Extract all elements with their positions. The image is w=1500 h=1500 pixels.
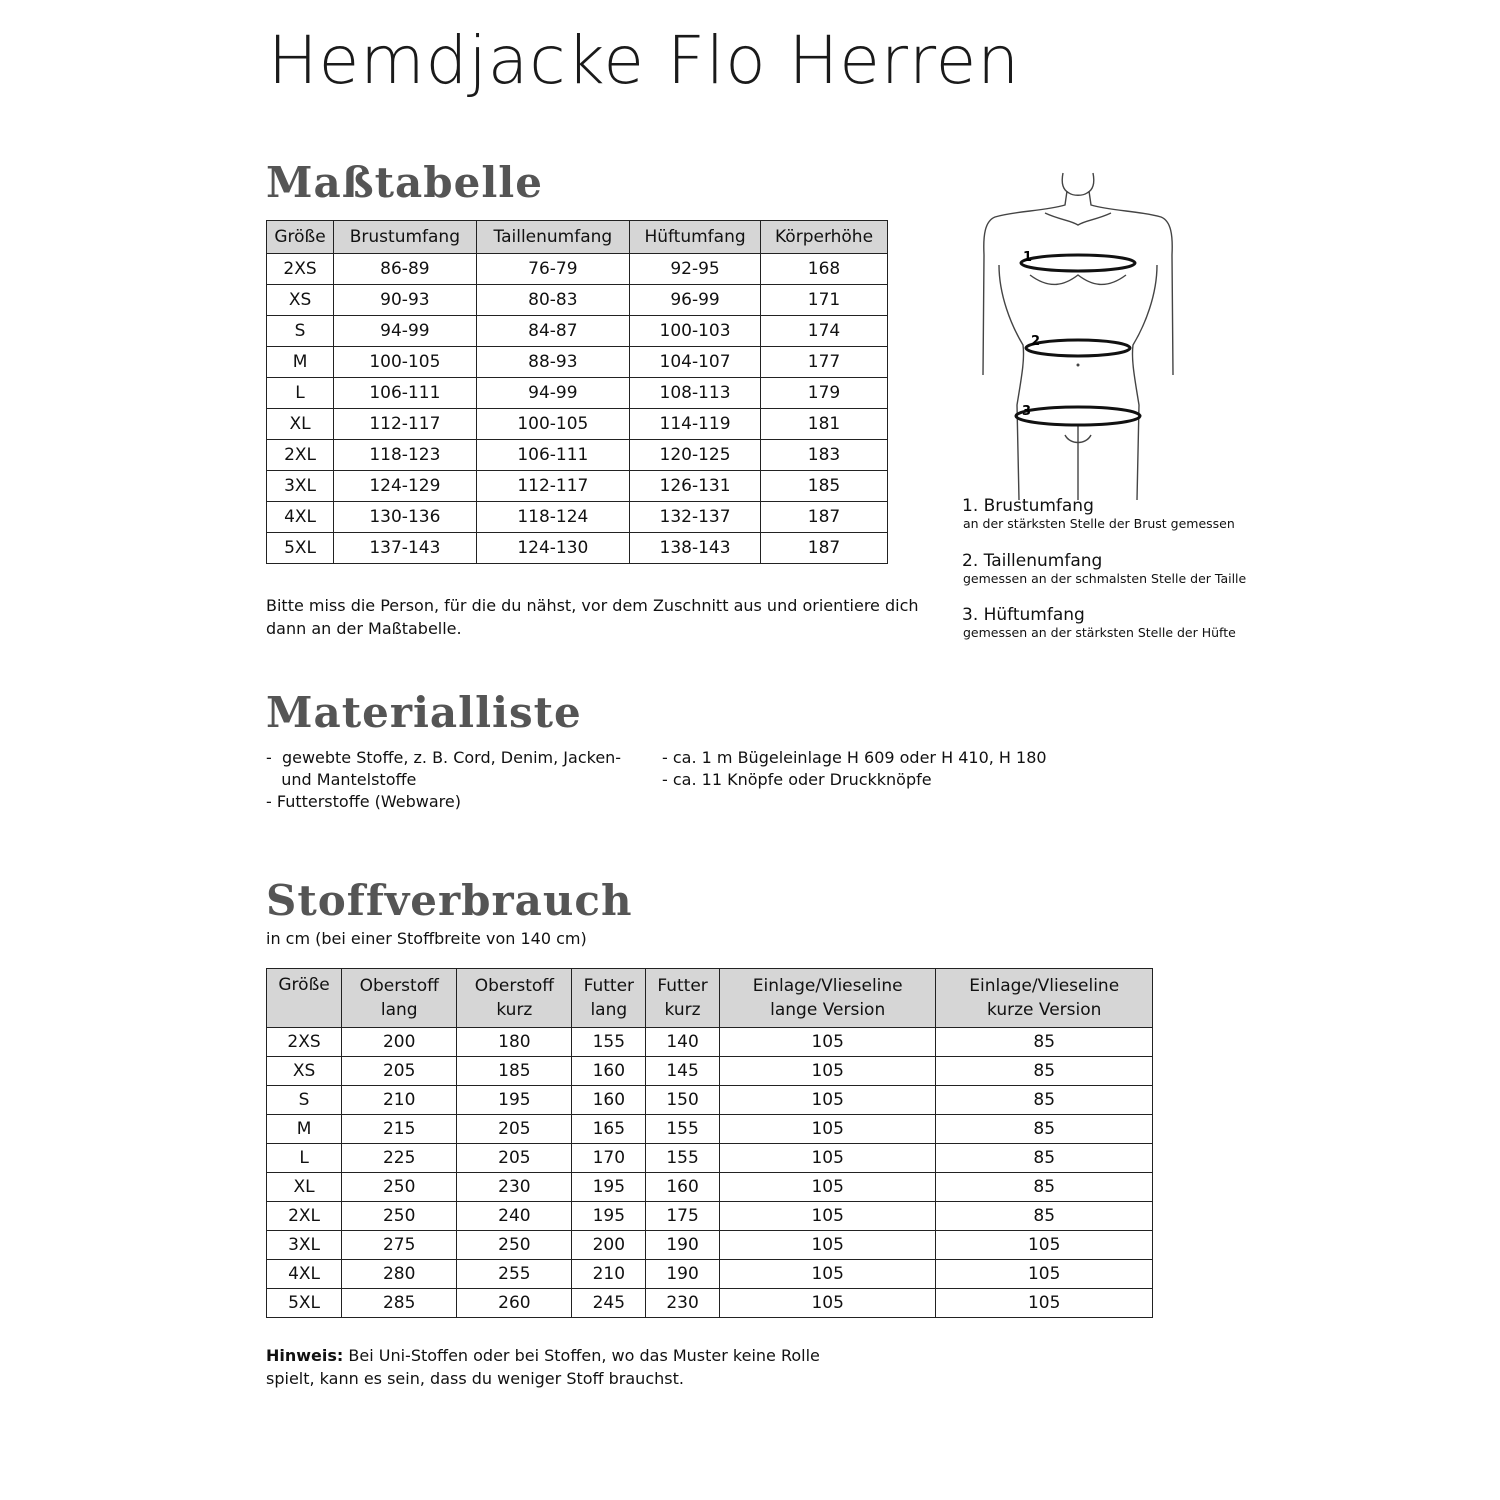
table-cell: 105: [719, 1144, 936, 1173]
legend-item-1: [962, 496, 1235, 531]
legend-item-3: [962, 605, 1236, 640]
table-cell: 160: [572, 1086, 646, 1115]
table-cell: 105: [719, 1115, 936, 1144]
table-cell: 84-87: [476, 316, 629, 347]
table-row: [267, 1231, 1153, 1260]
fabric-table-header-cell: [719, 969, 936, 1028]
figure-label-2: 2: [1031, 334, 1041, 349]
table-cell: 145: [646, 1057, 720, 1086]
table-cell: 100-105: [476, 409, 629, 440]
table-cell: 85: [936, 1086, 1153, 1115]
fabric-table-header-cell: [936, 969, 1153, 1028]
table-cell: 106-111: [476, 440, 629, 471]
table-cell: S: [267, 316, 334, 347]
fabric-table-header-cell: [267, 969, 342, 1028]
table-cell: 285: [342, 1289, 457, 1318]
table-cell: M: [267, 1115, 342, 1144]
legend-desc: an der stärksten Stelle der Brust gemessen: [963, 516, 1235, 531]
size-table: [266, 220, 888, 564]
material-item: - gewebte Stoffe, z. B. Cord, Denim, Jacken-: [266, 748, 622, 767]
table-cell: 85: [936, 1173, 1153, 1202]
legend-desc: gemessen an der schmalsten Stelle der Taille: [963, 571, 1247, 586]
size-table-heading: Maßtabelle: [266, 158, 543, 207]
table-cell: 105: [719, 1231, 936, 1260]
material-list-left: [266, 747, 621, 813]
body-outline: [983, 173, 1173, 500]
table-cell: L: [267, 378, 334, 409]
size-table-header-cell: Hüftumfang: [630, 221, 761, 254]
table-cell: 5XL: [267, 1289, 342, 1318]
table-cell: 124-129: [334, 471, 477, 502]
table-cell: 2XL: [267, 1202, 342, 1231]
table-cell: 126-131: [630, 471, 761, 502]
table-cell: 90-93: [334, 285, 477, 316]
table-cell: 3XL: [267, 471, 334, 502]
table-cell: 118-123: [334, 440, 477, 471]
table-row: [267, 1086, 1153, 1115]
table-cell: 230: [646, 1289, 720, 1318]
size-table-header-cell: Brustumfang: [334, 221, 477, 254]
table-cell: 160: [646, 1173, 720, 1202]
table-cell: 250: [342, 1202, 457, 1231]
fabric-table: [266, 968, 1153, 1318]
table-cell: 105: [719, 1202, 936, 1231]
table-row: [267, 1173, 1153, 1202]
fabric-table-header-cell: [572, 969, 646, 1028]
table-cell: 105: [936, 1289, 1153, 1318]
table-cell: 215: [342, 1115, 457, 1144]
legend-title: 1. Brustumfang: [962, 496, 1094, 516]
table-cell: 76-79: [476, 254, 629, 285]
table-cell: 180: [457, 1028, 572, 1057]
header-line-2: kurz: [496, 1000, 533, 1020]
table-row: [267, 471, 888, 502]
table-cell: 105: [719, 1028, 936, 1057]
size-note-line-1: Bitte miss die Person, für die du nähst, vor dem Zuschnitt aus und orientiere dich: [266, 596, 919, 615]
table-cell: 86-89: [334, 254, 477, 285]
legend-item-2: [962, 551, 1246, 586]
header-line-2: lang: [380, 1000, 418, 1020]
material-item: - ca. 1 m Bügeleinlage H 609 oder H 410, H 180: [662, 748, 1047, 767]
table-cell: 174: [761, 316, 888, 347]
table-cell: 124-130: [476, 533, 629, 564]
table-cell: 168: [761, 254, 888, 285]
table-cell: 100-103: [630, 316, 761, 347]
table-cell: 94-99: [334, 316, 477, 347]
table-cell: 112-117: [476, 471, 629, 502]
size-table-header-cell: Taillenumfang: [476, 221, 629, 254]
table-cell: 185: [457, 1057, 572, 1086]
hint-line-2: spielt, kann es sein, dass du weniger Stoff brauchst.: [266, 1369, 684, 1388]
table-cell: 104-107: [630, 347, 761, 378]
table-cell: 210: [342, 1086, 457, 1115]
size-table-header-cell: Körperhöhe: [761, 221, 888, 254]
page-title: Hemdjacke Flo Herren: [268, 22, 1021, 99]
hip-measure-line: [1016, 407, 1140, 425]
header-line-1: Futter: [583, 976, 635, 996]
table-row: [267, 1115, 1153, 1144]
table-cell: 118-124: [476, 502, 629, 533]
table-cell: M: [267, 347, 334, 378]
table-row: [267, 378, 888, 409]
table-cell: 155: [572, 1028, 646, 1057]
table-cell: 195: [457, 1086, 572, 1115]
table-cell: 106-111: [334, 378, 477, 409]
fabric-table-header-cell: [646, 969, 720, 1028]
table-cell: 4XL: [267, 1260, 342, 1289]
table-cell: 230: [457, 1173, 572, 1202]
table-cell: 85: [936, 1057, 1153, 1086]
table-cell: 179: [761, 378, 888, 409]
table-cell: 105: [936, 1231, 1153, 1260]
table-cell: 85: [936, 1202, 1153, 1231]
header-line-1: Einlage/Vlieseline: [752, 976, 903, 996]
table-cell: 3XL: [267, 1231, 342, 1260]
table-cell: 195: [572, 1202, 646, 1231]
material-item: - Futterstoffe (Webware): [266, 792, 461, 811]
table-cell: 92-95: [630, 254, 761, 285]
table-cell: 181: [761, 409, 888, 440]
table-cell: 2XS: [267, 1028, 342, 1057]
table-cell: 105: [719, 1086, 936, 1115]
hint-label: Hinweis:: [266, 1346, 344, 1365]
table-cell: 187: [761, 502, 888, 533]
table-cell: 105: [719, 1057, 936, 1086]
table-row: [267, 1289, 1153, 1318]
table-cell: 185: [761, 471, 888, 502]
chest-measure-line: [1021, 255, 1135, 271]
table-cell: 280: [342, 1260, 457, 1289]
waist-measure-line: [1026, 340, 1130, 356]
table-cell: 255: [457, 1260, 572, 1289]
table-cell: 105: [719, 1260, 936, 1289]
table-cell: 132-137: [630, 502, 761, 533]
table-row: [267, 502, 888, 533]
table-cell: 200: [342, 1028, 457, 1057]
figure-label-3: 3: [1022, 404, 1032, 419]
table-cell: XS: [267, 285, 334, 316]
figure-label-1: 1: [1023, 250, 1033, 265]
table-cell: 240: [457, 1202, 572, 1231]
table-cell: 120-125: [630, 440, 761, 471]
size-table-note: [266, 594, 919, 640]
table-row: [267, 440, 888, 471]
legend-desc: gemessen an der stärksten Stelle der Hüfte: [963, 625, 1236, 640]
table-row: [267, 254, 888, 285]
table-cell: 130-136: [334, 502, 477, 533]
table-cell: 183: [761, 440, 888, 471]
fabric-table-header-cell: [457, 969, 572, 1028]
material-heading: Materialliste: [266, 688, 582, 737]
header-line-1: Einlage/Vlieseline: [969, 976, 1120, 996]
header-line-2: lang: [590, 1000, 628, 1020]
table-cell: 2XS: [267, 254, 334, 285]
table-cell: 5XL: [267, 533, 334, 564]
table-cell: S: [267, 1086, 342, 1115]
table-cell: 80-83: [476, 285, 629, 316]
header-line-2: kurz: [664, 1000, 701, 1020]
table-cell: L: [267, 1144, 342, 1173]
table-row: [267, 409, 888, 440]
header-line-1: Größe: [278, 975, 330, 995]
table-cell: 250: [457, 1231, 572, 1260]
table-cell: 2XL: [267, 440, 334, 471]
fabric-heading: Stoffverbrauch: [266, 876, 633, 925]
table-cell: 138-143: [630, 533, 761, 564]
material-item: und Mantelstoffe: [266, 770, 417, 789]
table-row: [267, 1144, 1153, 1173]
table-row: [267, 347, 888, 378]
hint-line-1: Bei Uni-Stoffen oder bei Stoffen, wo das Muster keine Rolle: [343, 1346, 820, 1365]
table-cell: 190: [646, 1260, 720, 1289]
table-cell: 210: [572, 1260, 646, 1289]
table-cell: 112-117: [334, 409, 477, 440]
header-line-1: Oberstoff: [359, 976, 439, 996]
header-line-2: kurze Version: [987, 1000, 1102, 1020]
table-row: [267, 533, 888, 564]
table-row: [267, 1202, 1153, 1231]
header-line-1: Oberstoff: [474, 976, 554, 996]
table-cell: 225: [342, 1144, 457, 1173]
header-line-1: Futter: [657, 976, 708, 996]
table-cell: 171: [761, 285, 888, 316]
legend-title: 2. Taillenumfang: [962, 551, 1103, 571]
material-list-right: [662, 747, 1047, 791]
size-note-line-2: dann an der Maßtabelle.: [266, 619, 462, 638]
fabric-table-header-row: [267, 969, 1153, 1028]
table-cell: XL: [267, 409, 334, 440]
table-cell: 195: [572, 1173, 646, 1202]
table-row: [267, 1028, 1153, 1057]
table-cell: 140: [646, 1028, 720, 1057]
table-cell: 108-113: [630, 378, 761, 409]
table-cell: XS: [267, 1057, 342, 1086]
table-cell: 4XL: [267, 502, 334, 533]
table-cell: 205: [457, 1144, 572, 1173]
table-row: [267, 285, 888, 316]
legend-title: 3. Hüftumfang: [962, 605, 1085, 625]
table-cell: 175: [646, 1202, 720, 1231]
size-table-header-cell: Größe: [267, 221, 334, 254]
table-cell: 100-105: [334, 347, 477, 378]
table-cell: 275: [342, 1231, 457, 1260]
table-cell: 160: [572, 1057, 646, 1086]
fabric-table-header-cell: [342, 969, 457, 1028]
table-row: [267, 316, 888, 347]
fabric-subheading: in cm (bei einer Stoffbreite von 140 cm): [266, 929, 587, 948]
size-table-header-row: [267, 221, 888, 254]
table-cell: 88-93: [476, 347, 629, 378]
body-measurement-figure: [975, 165, 1180, 500]
table-cell: 177: [761, 347, 888, 378]
table-cell: 200: [572, 1231, 646, 1260]
table-cell: XL: [267, 1173, 342, 1202]
table-cell: 187: [761, 533, 888, 564]
table-cell: 190: [646, 1231, 720, 1260]
table-cell: 245: [572, 1289, 646, 1318]
table-cell: 250: [342, 1173, 457, 1202]
header-line-2: lange Version: [770, 1000, 886, 1020]
table-cell: 137-143: [334, 533, 477, 564]
table-cell: 94-99: [476, 378, 629, 409]
table-cell: 155: [646, 1144, 720, 1173]
table-cell: 205: [457, 1115, 572, 1144]
table-cell: 205: [342, 1057, 457, 1086]
table-row: [267, 1057, 1153, 1086]
table-cell: 85: [936, 1115, 1153, 1144]
table-cell: 96-99: [630, 285, 761, 316]
table-cell: 85: [936, 1028, 1153, 1057]
table-row: [267, 1260, 1153, 1289]
table-cell: 260: [457, 1289, 572, 1318]
table-cell: 165: [572, 1115, 646, 1144]
table-cell: 155: [646, 1115, 720, 1144]
fabric-hint: [266, 1344, 820, 1390]
table-cell: 105: [719, 1173, 936, 1202]
table-cell: 150: [646, 1086, 720, 1115]
material-item: - ca. 11 Knöpfe oder Druckknöpfe: [662, 770, 932, 789]
table-cell: 105: [719, 1289, 936, 1318]
table-cell: 105: [936, 1260, 1153, 1289]
table-cell: 170: [572, 1144, 646, 1173]
table-cell: 85: [936, 1144, 1153, 1173]
table-cell: 114-119: [630, 409, 761, 440]
